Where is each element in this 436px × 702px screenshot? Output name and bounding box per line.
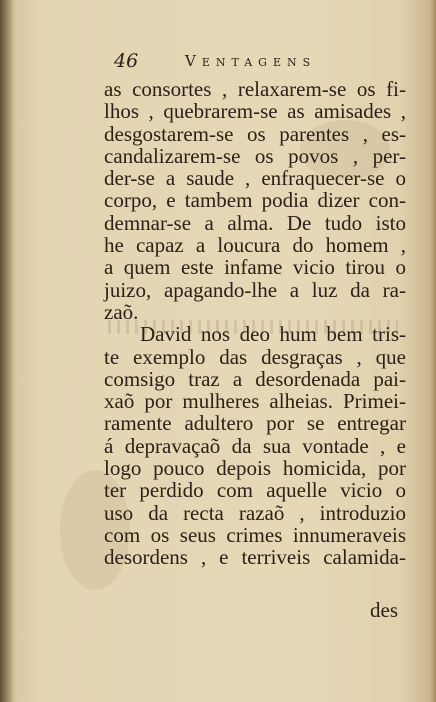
text-line: zaõ. (104, 299, 139, 324)
page-number: 46 (114, 50, 139, 72)
text-line: desgostarem-se os parentes , es- (104, 121, 406, 146)
text-line: a quem este infame vicio tirou o (104, 255, 406, 280)
text-line: as consortes , relaxarem-se os fi- (104, 77, 406, 101)
text-line: ter perdido com aquelle vicio o (104, 478, 406, 503)
text-line: á depravaçaõ da sua vontade , e (104, 433, 406, 458)
text-line: juizo, apagando-lhe a luz da ra- (104, 277, 406, 302)
text-line: ramente adultero por se entregar (104, 411, 406, 436)
body-text (104, 78, 406, 569)
text-line: he capaz a loucura do homem , (104, 233, 406, 258)
text-line: com os seus crimes innumeraveis (104, 522, 406, 547)
text-line: corpo, e tambem podia dizer con- (104, 188, 406, 213)
text-line: te exemplo das desgraças , que (104, 344, 406, 369)
running-head (114, 50, 414, 76)
text-line: David nos deo hum bem tris- (140, 322, 406, 347)
text-line: uso da recta razaõ , introduzio (104, 500, 406, 525)
text-line: der-se a saude , enfraquecer-se o (104, 166, 406, 191)
text-line: logo pouco depois homicida, por (104, 456, 406, 481)
text-line: candalizarem-se os povos , per- (104, 143, 406, 168)
text-line: lhos , quebrarem-se as amisades , (104, 99, 406, 124)
text-line: xaõ por mulheres alheias. Primei- (104, 389, 406, 414)
text-line: demnar-se a alma. De tudo isto (104, 210, 406, 235)
spine-shadow (0, 0, 14, 702)
text-line: desordens , e terriveis calamida- (104, 545, 406, 570)
catchword: des (370, 598, 398, 622)
text-line: comsigo traz a desordenada pai- (104, 366, 406, 391)
running-title: Ventagens (185, 52, 317, 70)
